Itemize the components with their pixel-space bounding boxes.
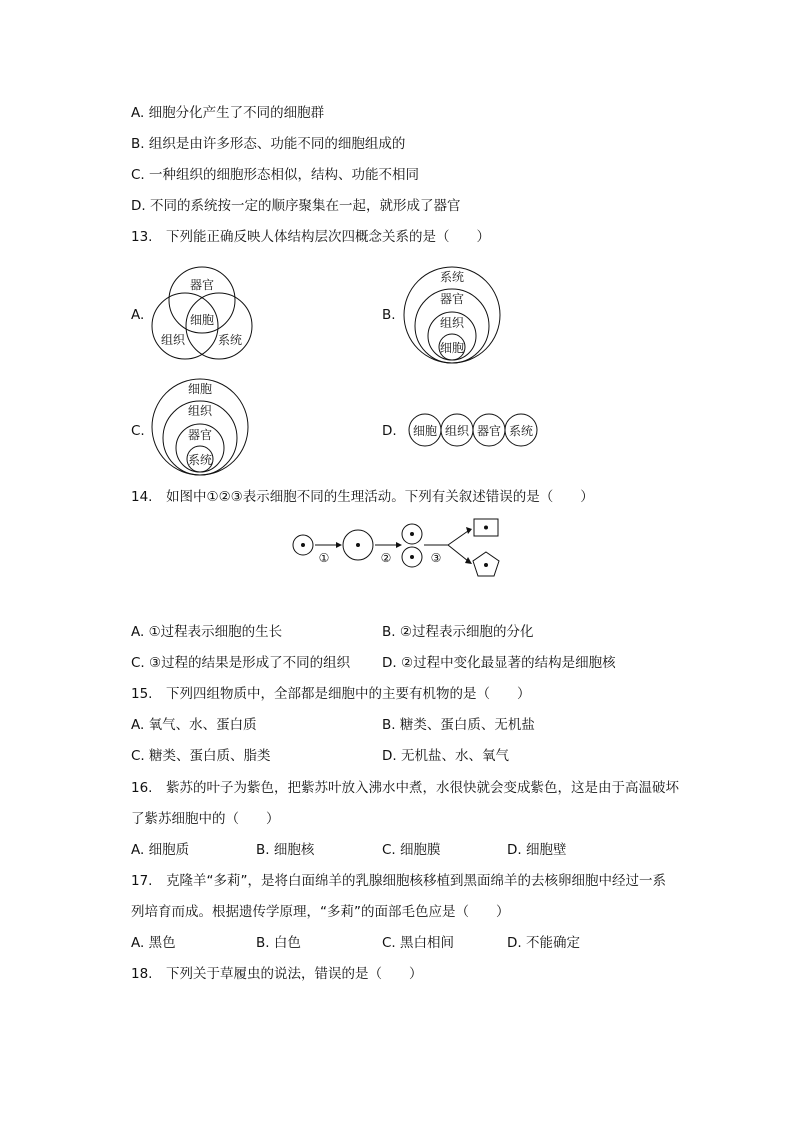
diagram-c-level4: 系统 [187, 453, 213, 467]
step-1-label: ① [318, 551, 330, 565]
q17-stem-line2: 列培育而成。根据遗传学原理，“多莉”的面部毛色应是（ ） [131, 904, 510, 920]
diagram-b-level4: 细胞 [439, 341, 465, 355]
diagram-b-level3: 组织 [439, 316, 465, 330]
q14-option-b: B. ②过程表示细胞的分化 [382, 624, 534, 640]
q17-option-b: B. 白色 [256, 935, 301, 951]
diagram-c-level2: 组织 [187, 404, 213, 418]
q14-option-d: D. ②过程中变化最显著的结构是细胞核 [382, 655, 616, 671]
q16-option-d: D. 细胞壁 [507, 842, 567, 858]
q13-label-d: D. [382, 423, 397, 439]
q15-option-c: C. 糖类、蛋白质、脂类 [131, 748, 271, 764]
q15-option-a: A. 氧气、水、蛋白质 [131, 717, 257, 733]
q15-option-b: B. 糖类、蛋白质、无机盐 [382, 717, 535, 733]
q14-stem: 14. 如图中①②③表示细胞不同的生理活动。下列有关叙述错误的是（ ） [131, 489, 594, 505]
q15-stem: 15. 下列四组物质中，全部都是细胞中的主要有机物的是（ ） [131, 686, 531, 702]
q13-diagram-d [408, 413, 540, 447]
q16-stem-line2: 了紫苏细胞中的（ ） [131, 811, 280, 827]
q12-option-a: A. 细胞分化产生了不同的细胞群 [131, 105, 325, 121]
q12-option-b: B. 组织是由许多形态、功能不同的细胞组成的 [131, 136, 406, 152]
q13-label-b: B. [382, 307, 396, 323]
q16-option-c: C. 细胞膜 [382, 842, 441, 858]
q18-stem: 18. 下列关于草履虫的说法，错误的是（ ） [131, 966, 423, 982]
q13-stem: 13. 下列能正确反映人体结构层次四概念关系的是（ ） [131, 229, 490, 245]
q17-option-a: A. 黑色 [131, 935, 176, 951]
q17-option-c: C. 黑白相间 [382, 935, 455, 951]
q14-option-c: C. ③过程的结果是形成了不同的组织 [131, 655, 351, 671]
q16-stem-line1: 16. 紫苏的叶子为紫色，把紫苏叶放入沸水中煮，水很快就会变成紫色，这是由于高温破坏 [131, 780, 679, 796]
q17-option-d: D. 不能确定 [507, 935, 580, 951]
q16-option-b: B. 细胞核 [256, 842, 315, 858]
q13-label-a: A. [131, 307, 145, 323]
q15-option-d: D. 无机盐、水、氧气 [382, 748, 509, 764]
q12-option-d: D. 不同的系统按一定的顺序聚集在一起，就形成了器官 [131, 198, 461, 214]
diagram-c-level3: 器官 [187, 428, 213, 442]
q17-stem-line1: 17. 克隆羊“多莉”，是将白面绵羊的乳腺细胞核移植到黑面绵羊的去核卵细胞中经过一系 [131, 873, 666, 889]
diagram-d-item2: 组织 [444, 424, 470, 438]
diagram-a-top-label: 器官 [189, 278, 215, 292]
step-2-label: ② [380, 551, 392, 565]
diagram-d-item3: 器官 [476, 424, 502, 438]
diagram-a-left-label: 组织 [160, 333, 186, 347]
q13-diagram-b [400, 265, 505, 365]
step-3-label: ③ [430, 551, 442, 565]
q16-option-a: A. 细胞质 [131, 842, 190, 858]
q13-diagram-c [150, 377, 255, 477]
q14-cell-process-diagram [288, 518, 508, 580]
diagram-a-center-label: 细胞 [189, 313, 215, 327]
diagram-b-level2: 器官 [439, 292, 465, 306]
diagram-a-right-label: 系统 [217, 333, 243, 347]
q14-option-a: A. ①过程表示细胞的生长 [131, 624, 283, 640]
diagram-d-item4: 系统 [508, 424, 534, 438]
q13-label-c: C. [131, 423, 145, 439]
diagram-b-level1: 系统 [439, 270, 465, 284]
q12-option-c: C. 一种组织的细胞形态相似，结构、功能不相同 [131, 167, 420, 183]
q13-diagram-a [145, 266, 260, 361]
diagram-c-level1: 细胞 [187, 382, 213, 396]
diagram-d-item1: 细胞 [412, 424, 438, 438]
